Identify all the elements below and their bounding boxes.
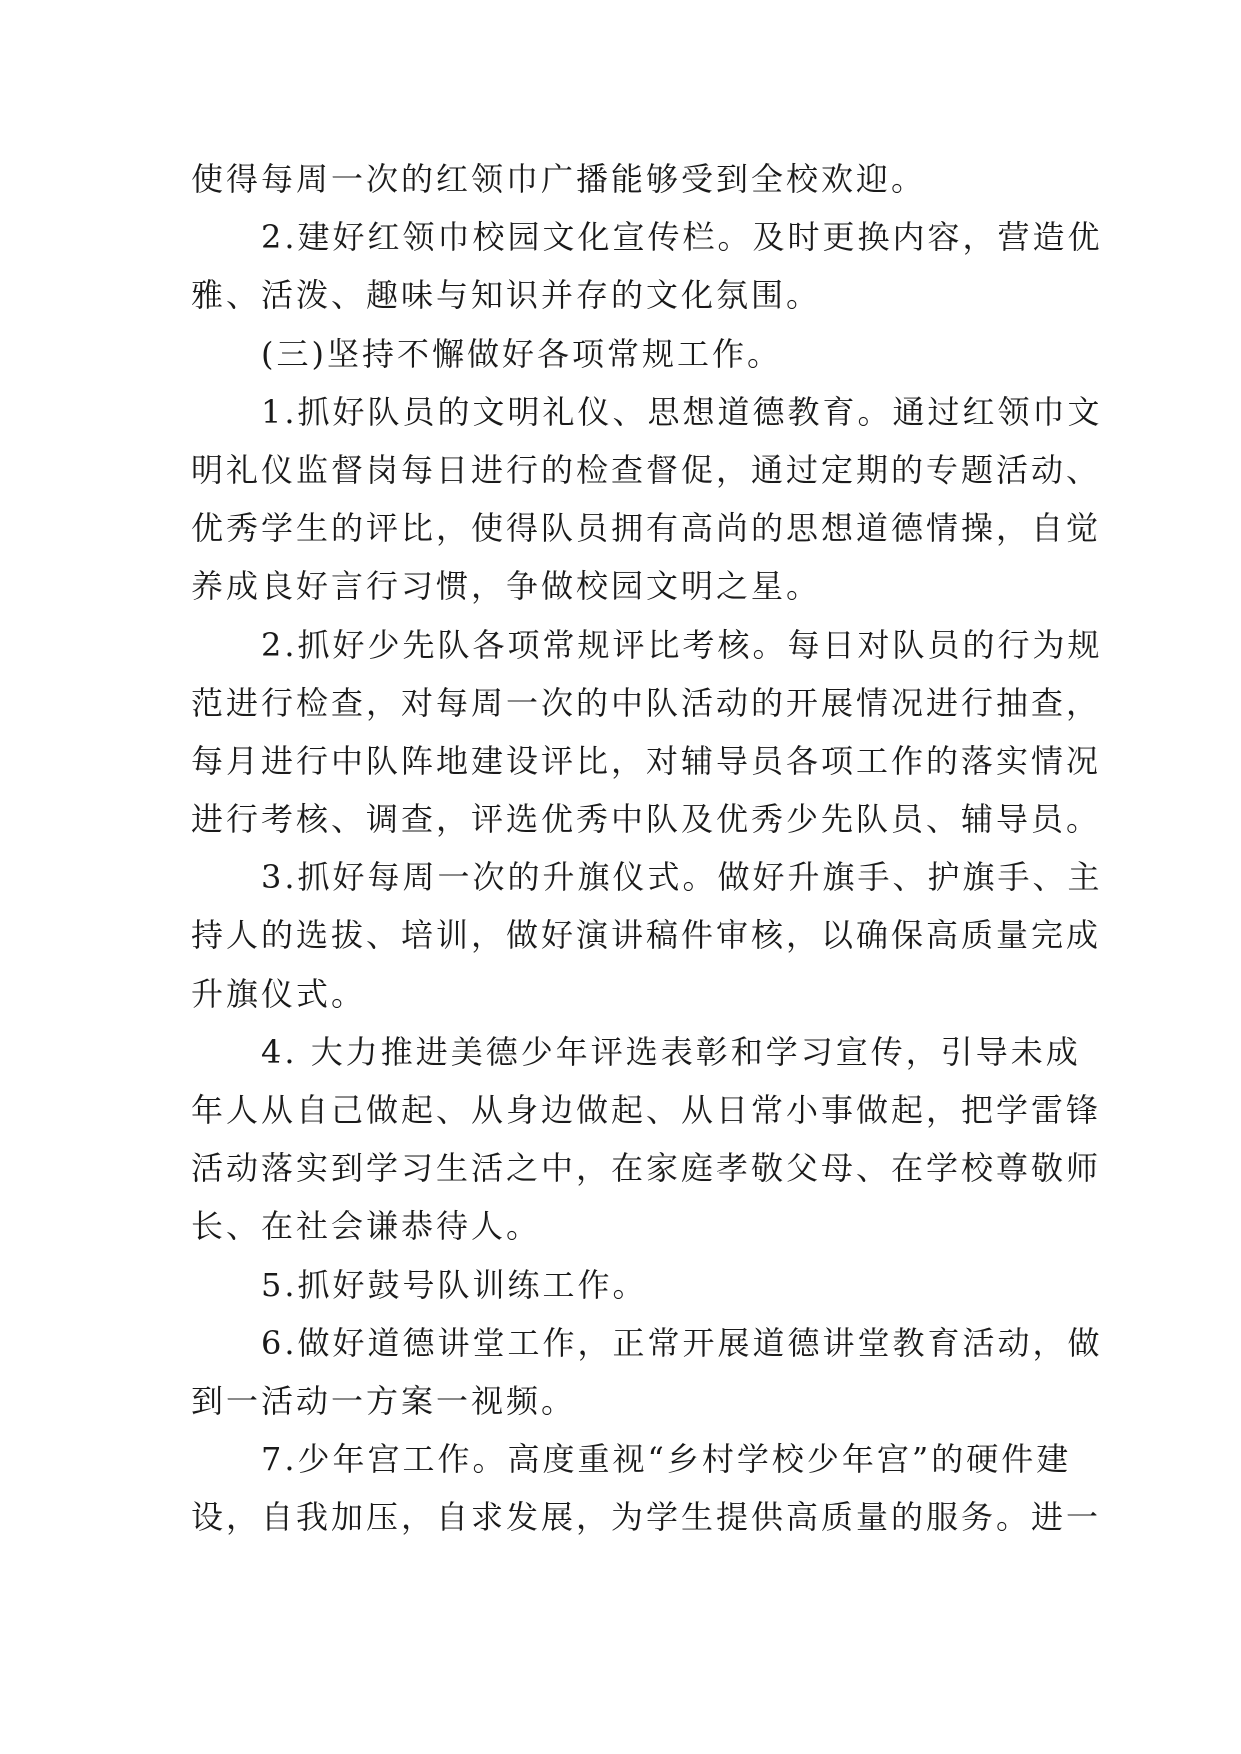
- text-line: 4. 大力推进美德少年评选表彰和学习宣传，引导未成: [191, 1032, 1081, 1071]
- text-line: 5.抓好鼓号队训练工作。: [191, 1265, 648, 1304]
- text-line: 年人从自己做起、从身边做起、从日常小事做起，把学雷锋: [191, 1091, 1102, 1129]
- text-line: 使得每周一次的红领巾广播能够受到全校欢迎。: [191, 160, 927, 198]
- text-line: 范进行检查，对每周一次的中队活动的开展情况进行抽查，: [191, 683, 1102, 722]
- section-heading: (三)坚持不懈做好各项常规工作。: [191, 334, 782, 373]
- text-line: 3.抓好每周一次的升旗仪式。做好升旗手、护旗手、主: [191, 858, 1103, 897]
- text-line: 升旗仪式。: [191, 974, 367, 1013]
- text-line: 雅、活泼、趣味与知识并存的文化氛围。: [191, 276, 822, 315]
- text-line: 活动落实到学习生活之中，在家庭孝敬父母、在学校尊敬师: [191, 1149, 1102, 1188]
- body-text: [191, 150, 1103, 1547]
- text-line: 优秀学生的评比，使得队员拥有高尚的思想道德情操，自觉: [191, 509, 1102, 548]
- text-line: 2.抓好少先队各项常规评比考核。每日对队员的行为规: [191, 625, 1103, 664]
- text-line: 持人的选拔、培训，做好演讲稿件审核，以确保高质量完成: [191, 916, 1102, 955]
- text-line: 进行考核、调查，评选优秀中队及优秀少先队员、辅导员。: [191, 800, 1102, 839]
- text-line: 到一活动一方案一视频。: [191, 1381, 577, 1420]
- text-line: 2.建好红领巾校园文化宣传栏。及时更换内容，营造优: [191, 218, 1103, 257]
- text-line: 7.少年宫工作。高度重视“乡村学校少年宫”的硬件建: [191, 1440, 1072, 1479]
- text-line: 设，自我加压，自求发展，为学生提供高质量的服务。进一: [191, 1498, 1102, 1537]
- text-line: 6.做好道德讲堂工作，正常开展道德讲堂教育活动，做: [191, 1323, 1103, 1362]
- text-line: 明礼仪监督岗每日进行的检查督促，通过定期的专题活动、: [191, 450, 1102, 489]
- text-line: 每月进行中队阵地建设评比，对辅导员各项工作的落实情况: [191, 741, 1102, 780]
- text-line: 长、在社会谦恭待人。: [191, 1207, 542, 1246]
- text-line: 养成良好言行习惯，争做校园文明之星。: [191, 567, 822, 606]
- text-line: 1.抓好队员的文明礼仪、思想道德教育。通过红领巾文: [191, 392, 1103, 431]
